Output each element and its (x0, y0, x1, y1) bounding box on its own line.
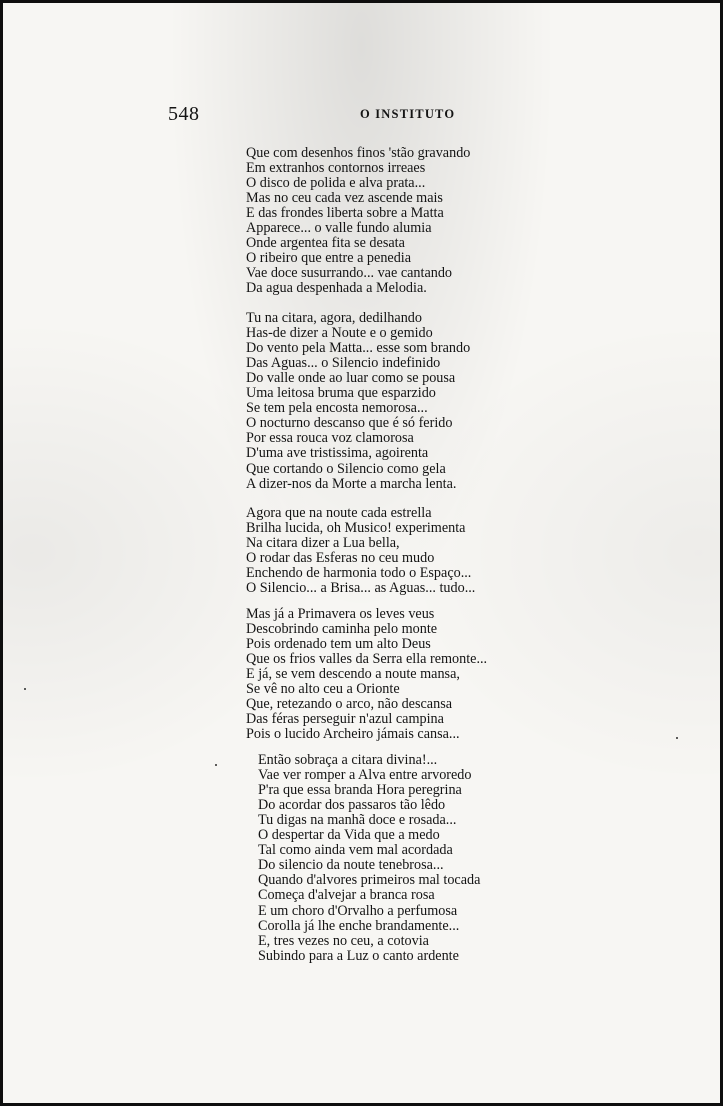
poem-line: Se tem pela encosta nemorosa... (246, 400, 428, 417)
poem-line: O disco de polida e alva prata... (246, 175, 426, 192)
poem-line: O Silencio... a Brisa... as Aguas... tudo... (246, 580, 476, 597)
poem-line: Do silencio da noute tenebrosa... (258, 857, 444, 874)
ink-speck (24, 688, 26, 690)
poem-line: Agora que na noute cada estrella (246, 505, 432, 521)
poem-line: Da agua despenhada a Melodia. (246, 280, 427, 297)
poem-line: Que com desenhos finos 'stão gravando (246, 145, 471, 161)
poem-line: Vae ver romper a Alva entre arvoredo (258, 767, 472, 784)
poem-line: O despertar da Vida que a medo (258, 827, 440, 844)
poem-line: Enchendo de harmonia todo o Espaço... (246, 565, 472, 582)
poem-line: Então sobraça a citara divina!... (258, 752, 438, 768)
poem-line: A dizer-nos da Morte a marcha lenta. (246, 475, 457, 492)
poem-line: O ribeiro que entre a penedia (246, 250, 412, 267)
poem-line: Começa d'alvejar a branca rosa (258, 887, 435, 904)
poem-line: Das féras perseguir n'azul campina (246, 711, 444, 728)
poem-line: Tal como ainda vem mal acordada (258, 842, 453, 859)
poem-line: Do acordar dos passaros tão lêdo (258, 797, 446, 814)
poem-line: Por essa rouca voz clamorosa (246, 430, 414, 447)
poem-line: O nocturno descanso que é só ferido (246, 415, 453, 432)
running-title: O INSTITUTO (360, 107, 456, 121)
book-page (3, 3, 720, 1103)
poem-line: Das Aguas... o Silencio indefinido (246, 355, 441, 372)
poem-line: Subindo para a Luz o canto ardente (258, 947, 459, 964)
poem-line: Tu digas na manhã doce e rosada... (258, 812, 457, 829)
poem-line: Se vê no alto ceu a Orionte (246, 681, 400, 698)
poem-line: Vae doce susurrando... vae cantando (246, 265, 453, 282)
poem-line: Que, retezando o arco, não descansa (246, 696, 453, 713)
ink-speck (215, 764, 217, 766)
poem-line: Do vento pela Matta... esse som brando (246, 340, 471, 357)
poem-line: Mas já a Primavera os leves veus (246, 606, 435, 622)
poem (3, 3, 720, 1103)
poem-line: Has-de dizer a Noute e o gemido (246, 325, 433, 342)
poem-line: Em extranhos contornos irreaes (246, 160, 426, 177)
poem-line: Onde argentea fita se desata (246, 235, 405, 252)
poem-line: Corolla já lhe enche brandamente... (258, 917, 460, 934)
poem-line: Pois o lucido Archeiro jámais cansa... (246, 726, 460, 743)
poem-line: P'ra que essa branda Hora peregrina (258, 782, 462, 799)
poem-line: Tu na citara, agora, dedilhando (246, 310, 422, 326)
poem-line: D'uma ave tristissima, agoirenta (246, 445, 429, 462)
poem-line: Que os frios valles da Serra ella remonte... (246, 651, 488, 668)
poem-line: E um choro d'Orvalho a perfumosa (258, 902, 458, 919)
poem-line: Do valle onde ao luar como se pousa (246, 370, 456, 387)
poem-line: Pois ordenado tem um alto Deus (246, 636, 431, 653)
poem-line: Que cortando o Silencio como gela (246, 460, 446, 477)
poem-line: E já, se vem descendo a noute mansa, (246, 666, 460, 683)
ink-speck (676, 737, 678, 739)
poem-line: Apparece... o valle fundo alumia (246, 220, 432, 237)
poem-line: Quando d'alvores primeiros mal tocada (258, 872, 481, 889)
poem-line: E, tres vezes no ceu, a cotovia (258, 932, 429, 949)
poem-line: Brilha lucida, oh Musico! experimenta (246, 520, 466, 537)
poem-line: Na citara dizer a Lua bella, (246, 535, 400, 552)
poem-line: O rodar das Esferas no ceu mudo (246, 550, 435, 567)
poem-line: Descobrindo caminha pelo monte (246, 621, 438, 638)
poem-line: Mas no ceu cada vez ascende mais (246, 190, 443, 207)
poem-line: E das frondes liberta sobre a Matta (246, 205, 444, 222)
page-number: 548 (168, 103, 200, 125)
poem-line: Uma leitosa bruma que esparzido (246, 385, 436, 402)
